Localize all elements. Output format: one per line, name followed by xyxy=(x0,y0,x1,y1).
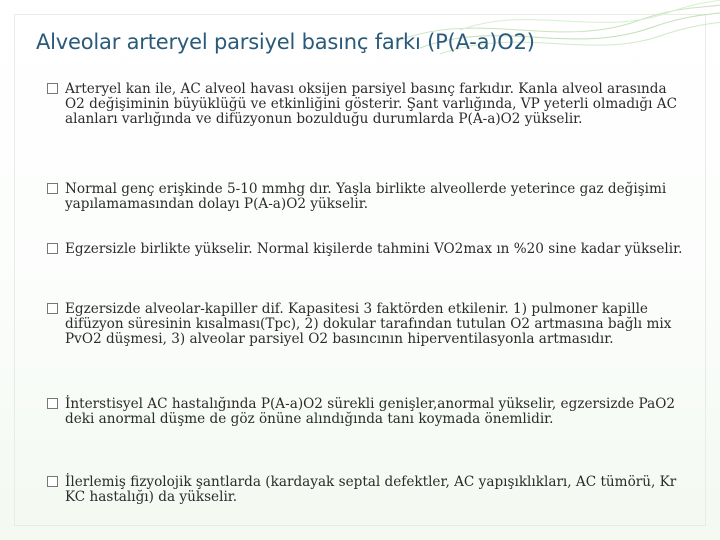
bullet-text: Egzersizle birlikte yükselir. Normal kişilerde tahmini VO2max ın %20 sine kadar yükselir. xyxy=(65,241,683,257)
square-bullet-icon xyxy=(47,83,58,94)
square-bullet-icon xyxy=(47,476,58,487)
slide-title: Alveolar arteryel parsiyel basınç farkı (P(A-a)O2) xyxy=(36,30,535,54)
square-bullet-icon xyxy=(47,183,58,194)
bullet-item xyxy=(47,475,687,505)
bullet-text: İnterstisyel AC hastalığında P(A-a)O2 sürekli genişler,anormal yükselir, egzersizde PaO2 deki anormal düşme de göz önüne alındığında tanı koymada önemlidir. xyxy=(65,396,675,428)
square-bullet-icon xyxy=(47,243,58,254)
bullet-item xyxy=(47,302,687,348)
bullet-text: Egzersizde alveolar-kapiller dif. Kapasitesi 3 faktörden etkilenir. 1) pulmoner kapille difüzyon süresinin kısalması(Tpc), 2) dokular tarafından tutulan O2 artmasına bağlı mix PvO2 düşmesi, 3) alveolar parsiyel O2 basıncının hiperventilasyonla artmasıdır. xyxy=(65,301,672,348)
bullet-text: İlerlemiş fizyolojik şantlarda (kardayak septal defektler, AC yapışıklıkları, AC tümörü, Kr KC hastalığı) da yükselir. xyxy=(65,474,677,506)
square-bullet-icon xyxy=(47,303,58,314)
bullet-item xyxy=(47,242,687,257)
bullet-text: Arteryel kan ile, AC alveol havası oksijen parsiyel basınç farkıdır. Kanla alveol arasında O2 değişiminin büyüklüğü ve etkinliğini gösterir. Şant varlığında, VP yeterli olmadığı AC alanları varlığında ve difüzyonun bozulduğu durumlarda P(A-a)O2 yükselir. xyxy=(65,81,677,128)
bullet-item xyxy=(47,182,687,212)
bullet-item xyxy=(47,82,687,128)
bullet-text: Normal genç erişkinde 5-10 mmhg dır. Yaşla birlikte alveollerde yeterince gaz değişimi yapılamamasından dolayı P(A-a)O2 yükselir. xyxy=(65,181,667,213)
square-bullet-icon xyxy=(47,398,58,409)
bullet-item xyxy=(47,397,687,427)
